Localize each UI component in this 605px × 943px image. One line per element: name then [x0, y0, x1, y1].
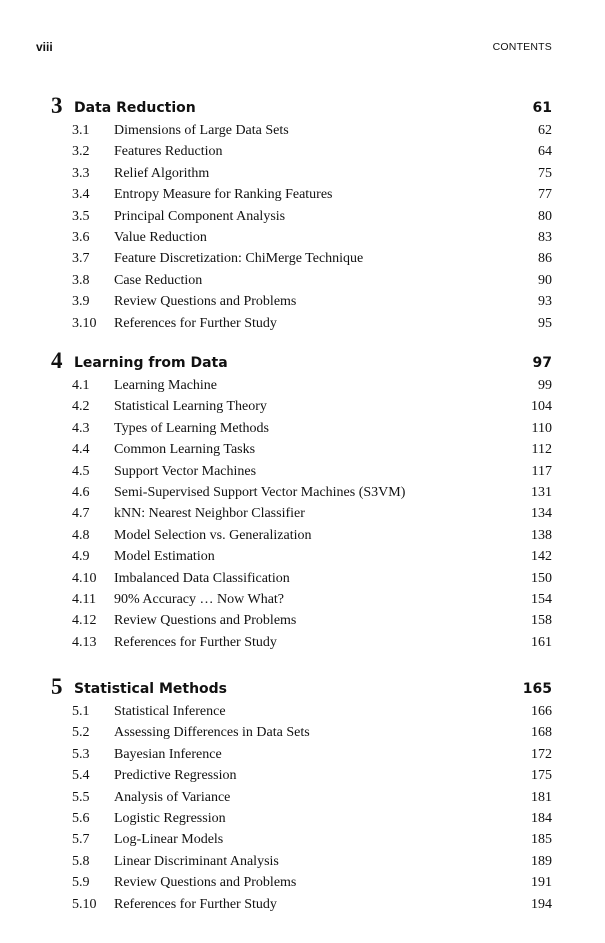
chapter-heading[interactable] [51, 674, 552, 704]
section-number: 5.7 [72, 832, 90, 848]
chapter-4 [51, 348, 552, 656]
section-title: 90% Accuracy … Now What? [114, 591, 285, 607]
section-page: 131 [531, 484, 552, 500]
section-number: 4.5 [72, 463, 90, 479]
section-number: 4.3 [72, 420, 90, 436]
toc-entry[interactable] [51, 790, 552, 811]
section-page: 90 [538, 272, 552, 288]
section-page: 110 [531, 420, 552, 436]
section-page: 150 [531, 570, 552, 586]
section-title: Analysis of Variance [114, 789, 231, 805]
section-title: Model Estimation [114, 549, 215, 565]
section-title: Types of Learning Methods [114, 420, 269, 436]
toc-entry[interactable] [51, 768, 552, 789]
toc-entry[interactable] [51, 506, 552, 527]
section-page: 184 [531, 810, 552, 826]
section-title: kNN: Nearest Neighbor Classifier [114, 506, 305, 522]
section-number: 4.4 [72, 442, 90, 458]
section-number: 3.10 [72, 315, 97, 331]
section-title: Relief Algorithm [114, 165, 210, 181]
toc-entry[interactable] [51, 725, 552, 746]
section-page: 142 [531, 549, 552, 565]
section-number: 4.13 [72, 634, 97, 650]
chapter-title: Data Reduction [74, 100, 196, 116]
toc-entry[interactable] [51, 251, 552, 272]
section-page: 189 [531, 853, 552, 869]
section-number: 5.9 [72, 875, 90, 891]
section-number: 5.8 [72, 853, 90, 869]
toc-entry[interactable] [51, 442, 552, 463]
section-title: Predictive Regression [114, 768, 237, 784]
section-title: Principal Component Analysis [114, 208, 286, 224]
section-page: 138 [531, 527, 552, 543]
section-title: References for Further Study [114, 315, 277, 331]
section-number: 3.2 [72, 144, 90, 160]
section-title: Learning Machine [114, 378, 218, 393]
toc-entry[interactable] [51, 144, 552, 165]
section-page: 77 [538, 187, 552, 203]
section-title: Imbalanced Data Classification [114, 570, 290, 586]
toc-entry[interactable] [51, 464, 552, 485]
section-page: 83 [538, 229, 552, 245]
toc-entry[interactable] [51, 854, 552, 875]
section-number: 5.3 [72, 746, 90, 762]
section-page: 168 [531, 725, 552, 741]
section-title: Case Reduction [114, 272, 203, 288]
section-page: 181 [531, 789, 552, 805]
section-page: 191 [531, 875, 552, 891]
section-title: Model Selection vs. Generalization [114, 527, 312, 543]
section-title: Review Questions and Problems [114, 294, 297, 310]
section-title: Statistical Learning Theory [114, 399, 267, 415]
section-title: Common Learning Tasks [114, 442, 256, 458]
section-title: Logistic Regression [114, 810, 226, 826]
section-title: Support Vector Machines [114, 463, 257, 479]
toc-entry[interactable] [51, 378, 552, 399]
toc-entry[interactable] [51, 230, 552, 251]
chapter-page: 97 [532, 355, 552, 371]
chapter-number: 4 [51, 348, 63, 373]
section-title: References for Further Study [114, 896, 277, 912]
section-title: Review Questions and Problems [114, 613, 297, 629]
toc-entry[interactable] [51, 316, 552, 337]
section-number: 3.6 [72, 229, 90, 245]
section-title: Features Reduction [114, 144, 223, 160]
section-page: 172 [531, 746, 552, 762]
toc-entry[interactable] [51, 704, 552, 725]
section-number: 5.6 [72, 810, 90, 826]
section-number: 3.8 [72, 272, 90, 288]
section-number: 3.7 [72, 251, 90, 267]
section-page: 75 [538, 165, 552, 181]
section-title: Linear Discriminant Analysis [114, 853, 279, 869]
section-page: 99 [538, 378, 552, 393]
section-title: Entropy Measure for Ranking Features [114, 187, 333, 203]
toc-entry[interactable] [51, 187, 552, 208]
toc-entry[interactable] [51, 875, 552, 896]
section-page: 175 [531, 768, 552, 784]
section-title: Review Questions and Problems [114, 875, 297, 891]
toc-entry[interactable] [51, 166, 552, 187]
toc-entry[interactable] [51, 528, 552, 549]
section-page: 185 [531, 832, 552, 848]
section-number: 4.6 [72, 484, 90, 500]
section-page: 161 [531, 634, 552, 650]
section-list [51, 704, 552, 918]
toc-entry[interactable] [51, 421, 552, 442]
section-number: 3.3 [72, 165, 90, 181]
chapter-title: Learning from Data [74, 355, 228, 371]
section-list [51, 378, 552, 656]
section-title: Feature Discretization: ChiMerge Technique [114, 251, 364, 267]
chapter-5 [51, 674, 552, 918]
toc-entry[interactable] [51, 294, 552, 315]
toc-entry[interactable] [51, 485, 552, 506]
section-number: 4.2 [72, 399, 90, 415]
section-number: 4.12 [72, 613, 97, 629]
toc-entry[interactable] [51, 571, 552, 592]
toc-entry[interactable] [51, 747, 552, 768]
section-number: 3.9 [72, 294, 90, 310]
section-page: 117 [531, 463, 552, 479]
section-number: 4.10 [72, 570, 97, 586]
toc-entry[interactable] [51, 897, 552, 918]
section-title: Value Reduction [114, 229, 207, 245]
toc-entry[interactable] [51, 399, 552, 420]
chapter-heading[interactable] [51, 93, 552, 123]
section-page: 64 [538, 144, 552, 160]
section-title: Bayesian Inference [114, 746, 222, 762]
page-header [36, 40, 552, 56]
section-number: 4.9 [72, 549, 90, 565]
section-page: 86 [538, 251, 552, 267]
chapter-heading[interactable] [51, 348, 552, 378]
section-number: 3.1 [72, 123, 90, 138]
section-number: 4.1 [72, 378, 90, 393]
toc-entry[interactable] [51, 832, 552, 853]
chapter-page: 61 [532, 100, 552, 116]
toc-entry[interactable] [51, 635, 552, 656]
section-page: 166 [531, 704, 552, 719]
running-head: CONTENTS [492, 41, 552, 53]
page-folio: viii [36, 40, 53, 54]
chapter-page: 165 [522, 681, 552, 697]
section-page: 95 [538, 315, 552, 331]
section-number: 5.1 [72, 704, 90, 719]
toc-entry[interactable] [51, 811, 552, 832]
section-number: 5.10 [72, 896, 97, 912]
section-page: 154 [531, 591, 552, 607]
section-title: Assessing Differences in Data Sets [114, 725, 310, 741]
section-number: 4.7 [72, 506, 90, 522]
section-page: 80 [538, 208, 552, 224]
section-page: 62 [538, 123, 552, 138]
section-page: 158 [531, 613, 552, 629]
section-number: 4.8 [72, 527, 90, 543]
section-number: 5.5 [72, 789, 90, 805]
section-number: 3.4 [72, 187, 90, 203]
section-number: 3.5 [72, 208, 90, 224]
toc-entry[interactable] [51, 613, 552, 634]
section-page: 194 [531, 896, 552, 912]
chapter-number: 5 [51, 674, 63, 699]
toc-entry[interactable] [51, 549, 552, 570]
section-number: 4.11 [72, 591, 96, 607]
chapter-title: Statistical Methods [74, 681, 228, 697]
section-page: 112 [531, 442, 552, 458]
section-number: 5.2 [72, 725, 90, 741]
toc-entry[interactable] [51, 592, 552, 613]
section-page: 104 [531, 399, 552, 415]
section-title: Statistical Inference [114, 704, 226, 719]
section-title: Semi-Supervised Support Vector Machines (S3VM) [114, 484, 406, 500]
section-title: Log-Linear Models [114, 832, 224, 848]
toc-entry[interactable] [51, 273, 552, 294]
chapter-3 [51, 93, 552, 337]
toc-entry[interactable] [51, 123, 552, 144]
section-list [51, 123, 552, 337]
section-page: 93 [538, 294, 552, 310]
chapter-number: 3 [51, 93, 63, 118]
section-title: References for Further Study [114, 634, 277, 650]
section-number: 5.4 [72, 768, 90, 784]
toc-entry[interactable] [51, 209, 552, 230]
section-page: 134 [531, 506, 552, 522]
section-title: Dimensions of Large Data Sets [114, 123, 289, 138]
